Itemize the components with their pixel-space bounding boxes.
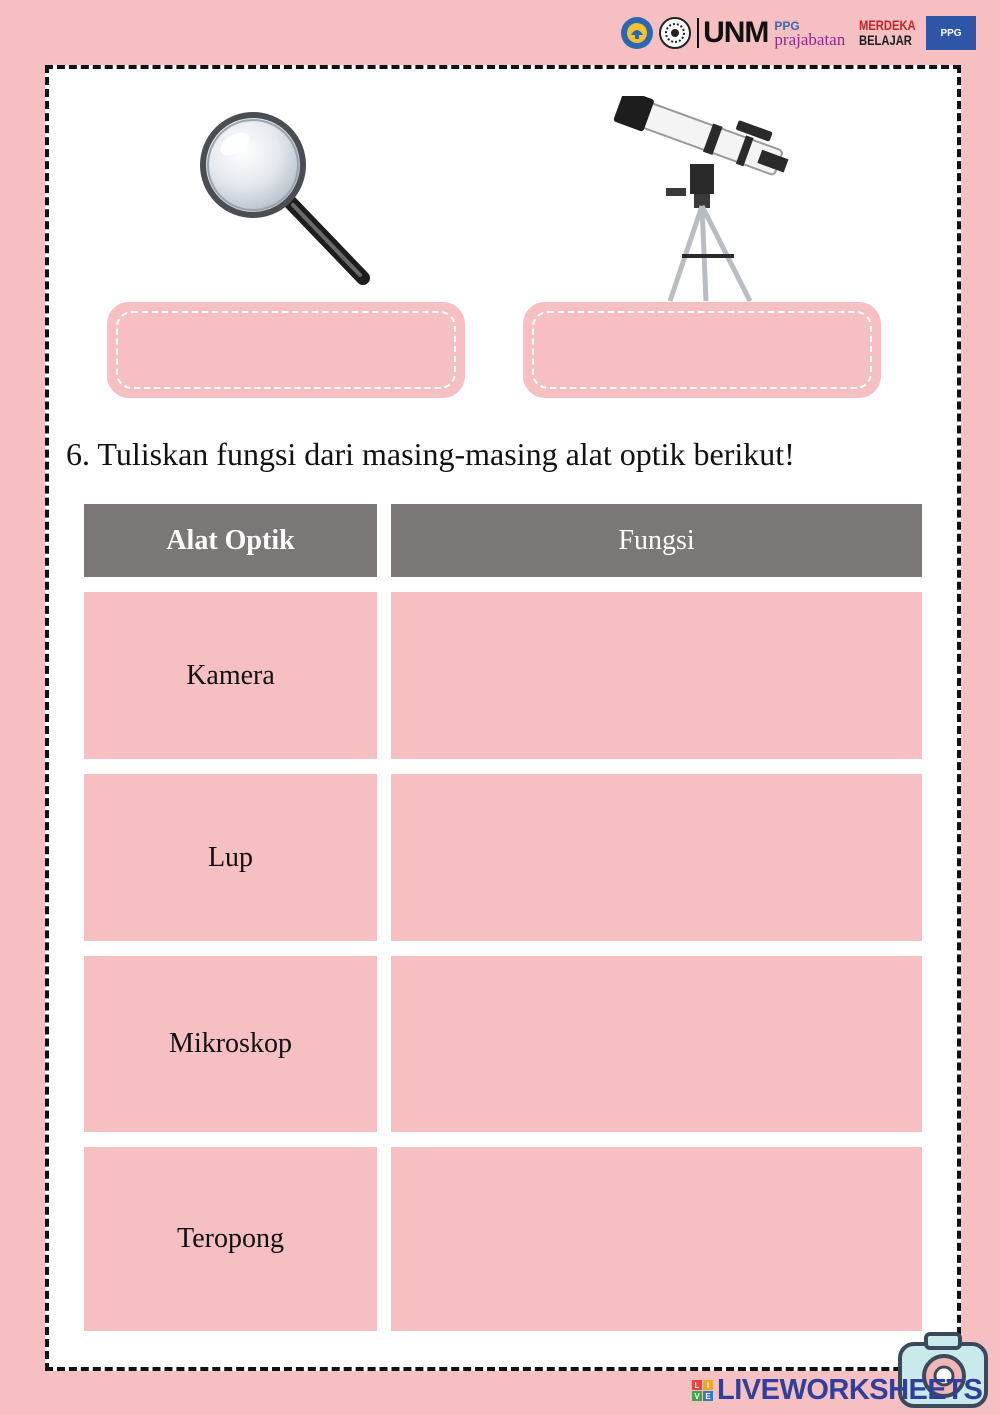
answer-box-telescope[interactable] xyxy=(523,302,881,398)
table-cell-alat: Teropong xyxy=(84,1147,377,1331)
kemdikbud-logo-icon xyxy=(621,17,653,49)
liveworksheets-brand xyxy=(692,1374,982,1407)
unm-logo: UNM xyxy=(697,18,768,48)
answer-box-magnifier[interactable] xyxy=(107,302,465,398)
liveworksheets-text: LIVEWORKSHEETS xyxy=(717,1374,983,1406)
live-letter: I xyxy=(703,1380,713,1390)
answer-field-fungsi-mikroskop[interactable] xyxy=(391,956,922,1132)
answer-field-fungsi-kamera[interactable] xyxy=(391,592,922,759)
merdeka-logo-line2: BELAJAR xyxy=(859,32,913,48)
question-text: 6. Tuliskan fungsi dari masing-masing alat optik berikut! xyxy=(66,436,795,472)
live-logo-icon xyxy=(692,1380,713,1401)
live-letter: L xyxy=(692,1380,702,1390)
live-letter: E xyxy=(703,1391,713,1401)
partner-logos xyxy=(621,14,976,52)
answer-field-fungsi-lup[interactable] xyxy=(391,774,922,941)
table-cell-alat: Lup xyxy=(84,774,377,941)
table-header-fungsi: Fungsi xyxy=(391,504,922,577)
table-header-alat-optik: Alat Optik xyxy=(84,504,377,577)
ppg-logo-top: PPG xyxy=(774,19,800,33)
ppg-logo-bottom: prajabatan xyxy=(774,30,846,49)
merdeka-logo-line1: MERDEKA xyxy=(859,17,916,33)
merdeka-belajar-logo xyxy=(859,18,916,48)
magnifying-glass-icon xyxy=(195,110,380,295)
ppg-box-logo: PPG xyxy=(926,16,976,50)
telescope-icon xyxy=(610,96,800,311)
table-cell-alat: Mikroskop xyxy=(84,956,377,1132)
answer-field-fungsi-teropong[interactable] xyxy=(391,1147,922,1331)
live-letter: V xyxy=(692,1391,702,1401)
ppg-prajabatan-logo xyxy=(774,19,845,47)
university-seal-icon xyxy=(659,17,691,49)
table-cell-alat: Kamera xyxy=(84,592,377,759)
